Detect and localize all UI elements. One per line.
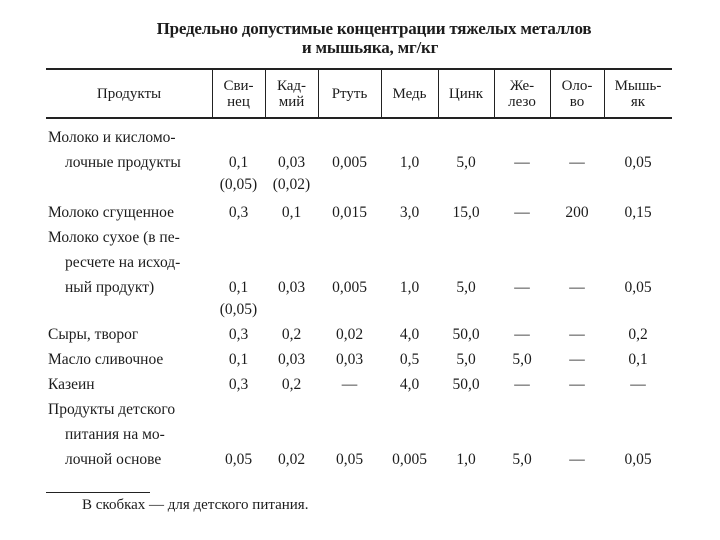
product-name-line: Казеин [48, 376, 95, 393]
header-label: Медь [392, 85, 427, 102]
value-cell: 5,0 [512, 451, 532, 468]
value-cell: — [514, 326, 530, 343]
value-cell: — [514, 204, 530, 221]
value-cell: 15,0 [452, 204, 480, 221]
value-cell: 0,05 [335, 451, 364, 468]
value-cell: 4,0 [399, 376, 420, 393]
value-cell: — [569, 351, 585, 368]
header-column [604, 78, 672, 110]
table-title-line-1: Предельно допустимые концентрации тяжелых металлов [156, 19, 592, 38]
product-name-line: лочной основе [65, 451, 162, 468]
value-cell: 0,1 [228, 351, 249, 368]
value-cell: 0,3 [228, 204, 249, 221]
value-cell: 0,015 [332, 204, 367, 221]
value-cell: 200 [565, 204, 589, 221]
product-name-line: Молоко сгущенное [48, 204, 175, 221]
value-cell: 50,0 [452, 326, 480, 343]
value-cell: — [514, 154, 530, 171]
value-cell: — [569, 451, 585, 468]
value-cell: 0,3 [228, 376, 249, 393]
value-cell: 0,15 [624, 204, 652, 221]
product-name-line: питания на мо- [65, 426, 165, 443]
value-cell: 0,1 [628, 351, 648, 368]
value-cell: 5,0 [512, 351, 532, 368]
value-subcell: (0,05) [219, 176, 258, 193]
value-cell: 5,0 [456, 351, 476, 368]
footnote-rule [46, 492, 150, 493]
value-cell: 0,02 [335, 326, 364, 343]
header-label: нец [227, 93, 250, 110]
header-label: Мышь- [614, 77, 662, 94]
header-column [550, 78, 604, 110]
header-label: Кад- [276, 77, 307, 94]
header-label: мий [278, 93, 305, 110]
footnote: В скобках — для детского питания. [82, 497, 309, 513]
value-cell: 0,02 [277, 451, 306, 468]
value-cell: 0,05 [224, 451, 253, 468]
product-name-line: ресчете на исход- [65, 254, 181, 271]
header-column [265, 78, 318, 110]
value-cell: 4,0 [399, 326, 420, 343]
product-name-line: Молоко сухое (в пе- [48, 229, 180, 246]
header-label: Оло- [561, 77, 593, 94]
header-label: Сви- [223, 77, 254, 94]
value-cell: — [569, 376, 585, 393]
product-name-line: Молоко и кисломо- [48, 129, 176, 146]
header-column [318, 86, 381, 102]
value-cell: 0,03 [277, 154, 306, 171]
value-cell: 1,0 [399, 279, 420, 296]
value-cell: 0,03 [277, 351, 306, 368]
header-label: лезо [508, 93, 536, 110]
table-title-line-2: и мышьяка, мг/кг [301, 38, 439, 57]
header-label: Же- [509, 77, 535, 94]
value-cell: 5,0 [456, 154, 476, 171]
value-cell: — [569, 154, 585, 171]
value-cell: — [514, 376, 530, 393]
value-cell: 0,5 [399, 351, 420, 368]
value-cell: — [569, 279, 585, 296]
header-label: Цинк [448, 85, 484, 102]
header-label: Ртуть [331, 85, 368, 102]
value-cell: 0,1 [281, 204, 302, 221]
value-cell: 5,0 [456, 279, 476, 296]
value-cell: — [569, 326, 585, 343]
product-name-line: Масло сливочное [48, 351, 164, 368]
value-cell: 1,0 [399, 154, 420, 171]
value-cell: — [514, 279, 530, 296]
header-bottom-rule [46, 117, 672, 119]
value-cell: 0,05 [624, 279, 652, 296]
product-name-line: Продукты детского [48, 401, 176, 418]
product-name-line: лочные продукты [65, 154, 181, 171]
header-label: Продукты [96, 85, 162, 102]
value-cell: 0,03 [277, 279, 306, 296]
header-label: як [630, 93, 646, 110]
value-cell: 3,0 [399, 204, 420, 221]
value-cell: — [630, 376, 646, 393]
product-name-line: Сыры, творог [48, 326, 139, 343]
value-subcell: (0,02) [272, 176, 311, 193]
value-cell: 0,3 [228, 326, 249, 343]
value-cell: 0,2 [281, 376, 302, 393]
header-column [381, 86, 438, 102]
value-cell: 0,1 [228, 154, 249, 171]
header-column [212, 78, 265, 110]
value-cell: 0,2 [628, 326, 648, 343]
value-cell: 0,005 [392, 451, 427, 468]
header-column [494, 78, 550, 110]
value-cell: 50,0 [452, 376, 480, 393]
value-cell: 0,1 [228, 279, 249, 296]
value-cell: 0,05 [624, 451, 652, 468]
value-cell: 0,03 [335, 351, 364, 368]
value-cell: 0,005 [332, 154, 367, 171]
product-name-line: ный продукт) [65, 279, 155, 296]
value-cell: 1,0 [456, 451, 476, 468]
value-cell: 0,005 [332, 279, 367, 296]
header-column [438, 86, 494, 102]
value-cell: 0,05 [624, 154, 652, 171]
header-label: во [569, 93, 585, 110]
header-products [46, 86, 212, 102]
value-cell: 0,2 [281, 326, 302, 343]
value-cell: — [341, 376, 358, 393]
table-top-rule [46, 68, 672, 70]
value-subcell: (0,05) [219, 301, 258, 318]
